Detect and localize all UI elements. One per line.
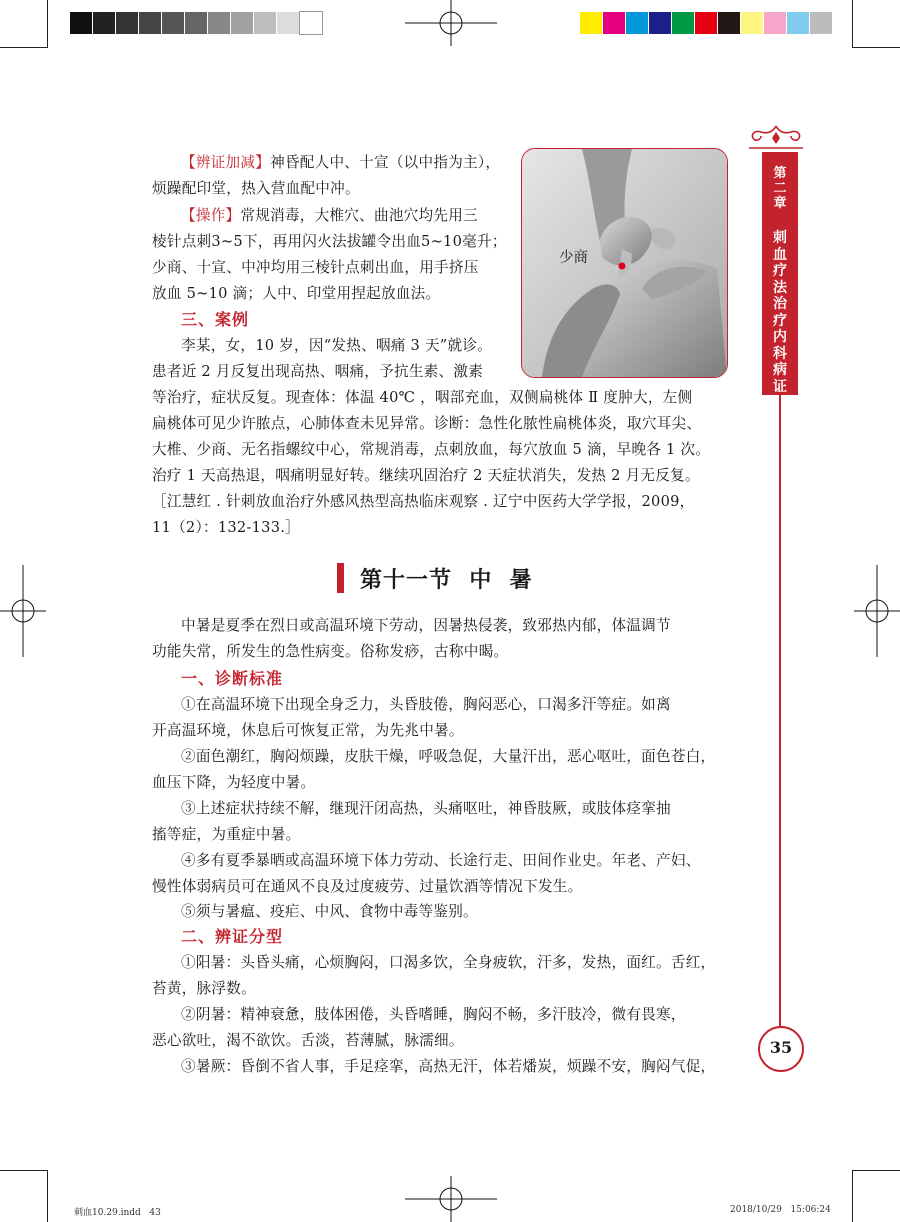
case-line: ［江慧红 . 针刺放血治疗外感风热型高热临床观察 . 辽宁中医药大学学报，2009，: [152, 493, 695, 510]
color-swatch: [718, 12, 740, 34]
registration-mark-icon: [854, 565, 900, 657]
pattern-line: 苔黄，脉浮数。: [152, 980, 256, 997]
gray-swatch: [254, 12, 276, 34]
intro-line: 中暑是夏季在烈日或高温环境下劳动，因暑热侵袭，致邪热内郁，体温调节: [181, 617, 671, 634]
line-text: 神昏配人中、十宣（以中指为主），: [270, 154, 501, 171]
bracket-tag: 【辨证加减】: [181, 154, 271, 171]
gray-swatch: [116, 12, 138, 34]
chapter-label: 第二章: [773, 166, 787, 211]
criterion-line: 开高温环境，休息后可恢复正常，为先兆中暑。: [152, 722, 464, 739]
color-swatch: [787, 12, 809, 34]
gray-swatch: [300, 12, 322, 34]
color-swatch: [603, 12, 625, 34]
registration-mark-icon: [405, 1176, 497, 1222]
paragraph-line: 棱针点刺3~5下，再用闪火法拔罐令出血5~10毫升；: [152, 233, 507, 250]
pattern-line: 恶心欲吐，渴不欲饮。舌淡，苔薄腻，脉濡细。: [152, 1032, 464, 1049]
gray-swatch: [231, 12, 253, 34]
color-swatch: [649, 12, 671, 34]
section-title-bar: [337, 563, 344, 593]
case-line: 大椎、少商、无名指螺纹中心，常规消毒，点刺放血，每穴放血 5 滴，早晚各 1 次。: [152, 441, 711, 458]
case-line: 等治疗，症状反复。现查体：体温 40℃ ，咽部充血，双侧扁桃体 Ⅱ 度肿大，左侧: [152, 389, 693, 406]
case-line: 11（2）：132-133.］: [152, 519, 300, 536]
case-heading: 三、案例: [181, 310, 250, 329]
paragraph-line: 放血 5~10 滴；人中、印堂用捏起放血法。: [152, 285, 441, 302]
gray-swatch: [162, 12, 184, 34]
criterion-line: 血压下降，为轻度中暑。: [152, 774, 316, 791]
criterion-line: 慢性体弱病员可在通风不良及过度疲劳、过量饮酒等情况下发生。: [152, 878, 583, 895]
criterion-line: ④多有夏季暴晒或高温环境下体力劳动、长途行走、田间作业史。年老、产妇、: [181, 852, 701, 869]
pattern-line: ②阴暑：精神衰惫，肢体困倦，头昏嗜睡，胸闷不畅，多汗肢冷，微有畏寒，: [181, 1006, 686, 1023]
gray-swatch: [208, 12, 230, 34]
case-line: 扁桃体可见少许脓点，心肺体查未见异常。诊断：急性化脓性扁桃体炎，取穴耳尖、: [152, 415, 702, 432]
case-line: 李某，女，10 岁，因“发热、咽痛 3 天”就诊。: [181, 337, 493, 354]
registration-mark-icon: [405, 0, 497, 46]
page-number: 35: [769, 1038, 793, 1057]
gray-swatch: [139, 12, 161, 34]
gray-swatch: [277, 12, 299, 34]
color-swatch: [580, 12, 602, 34]
case-line: 患者近 2 月反复出现高热、咽痛，予抗生素、激素: [152, 363, 484, 380]
registration-mark-icon: [0, 565, 46, 657]
criterion-line: ③上述症状持续不解，继现汗闭高热，头痛呕吐，神昏肢厥，或肢体痉挛抽: [181, 800, 671, 817]
case-line: 治疗 1 天高热退，咽痛明显好转。继续巩固治疗 2 天症状消失，发热 2 月无反复。: [152, 467, 700, 484]
slug-right: 2018/10/29 15:06:24: [730, 1205, 831, 1215]
acupoint-photo: [521, 148, 728, 378]
paragraph-line: 烦躁配印堂，热入营血配中冲。: [152, 180, 360, 197]
section-title: 第十一节 中 暑: [360, 567, 533, 593]
slug-left: 刺血10.29.indd 43: [74, 1208, 161, 1218]
gray-swatch: [185, 12, 207, 34]
pattern-line: ①阳暑：头昏头痛，心烦胸闷，口渴多饮，全身疲软，汗多，发热，面红。舌红，: [181, 954, 716, 971]
color-swatch: [741, 12, 763, 34]
intro-line: 功能失常，所发生的急性病变。俗称发痧，古称中暍。: [152, 643, 509, 660]
paragraph-line: [181, 204, 478, 225]
line-text: 常规消毒，大椎穴、曲池穴均先用三: [240, 207, 478, 224]
gray-swatch: [93, 12, 115, 34]
acupoint-label: 少商: [559, 250, 588, 266]
paragraph-line: 少商、十宣、中冲均用三棱针点刺出血，用手挤压: [152, 259, 479, 276]
sidebar-rule: [779, 395, 781, 1027]
color-swatch: [810, 12, 832, 34]
criterion-line: ⑤须与暑瘟、疫疟、中风、食物中毒等鉴别。: [181, 903, 478, 920]
ornament-icon: [745, 124, 807, 152]
color-swatch: [626, 12, 648, 34]
bracket-tag: 【操作】: [181, 207, 241, 224]
pattern-heading: 二、辨证分型: [181, 927, 284, 946]
hand-illustration: [522, 149, 727, 377]
diagnosis-heading: 一、诊断标准: [181, 669, 284, 688]
pattern-line: ③暑厥：昏倒不省人事，手足痉挛，高热无汗，体若燔炭，烦躁不安，胸闷气促，: [181, 1058, 716, 1075]
criterion-line: ①在高温环境下出现全身乏力，头昏肢倦，胸闷恶心，口渴多汗等症。如离: [181, 696, 671, 713]
color-swatch: [764, 12, 786, 34]
chapter-title: 刺血疗法治疗内科病证: [773, 230, 787, 395]
color-swatch: [672, 12, 694, 34]
color-swatch: [695, 12, 717, 34]
gray-swatch: [70, 12, 92, 34]
criterion-line: ②面色潮红，胸闷烦躁，皮肤干燥，呼吸急促，大量汗出，恶心呕吐，面色苍白，: [181, 748, 716, 765]
criterion-line: 搐等症，为重症中暑。: [152, 826, 301, 843]
paragraph-line: [181, 151, 500, 172]
